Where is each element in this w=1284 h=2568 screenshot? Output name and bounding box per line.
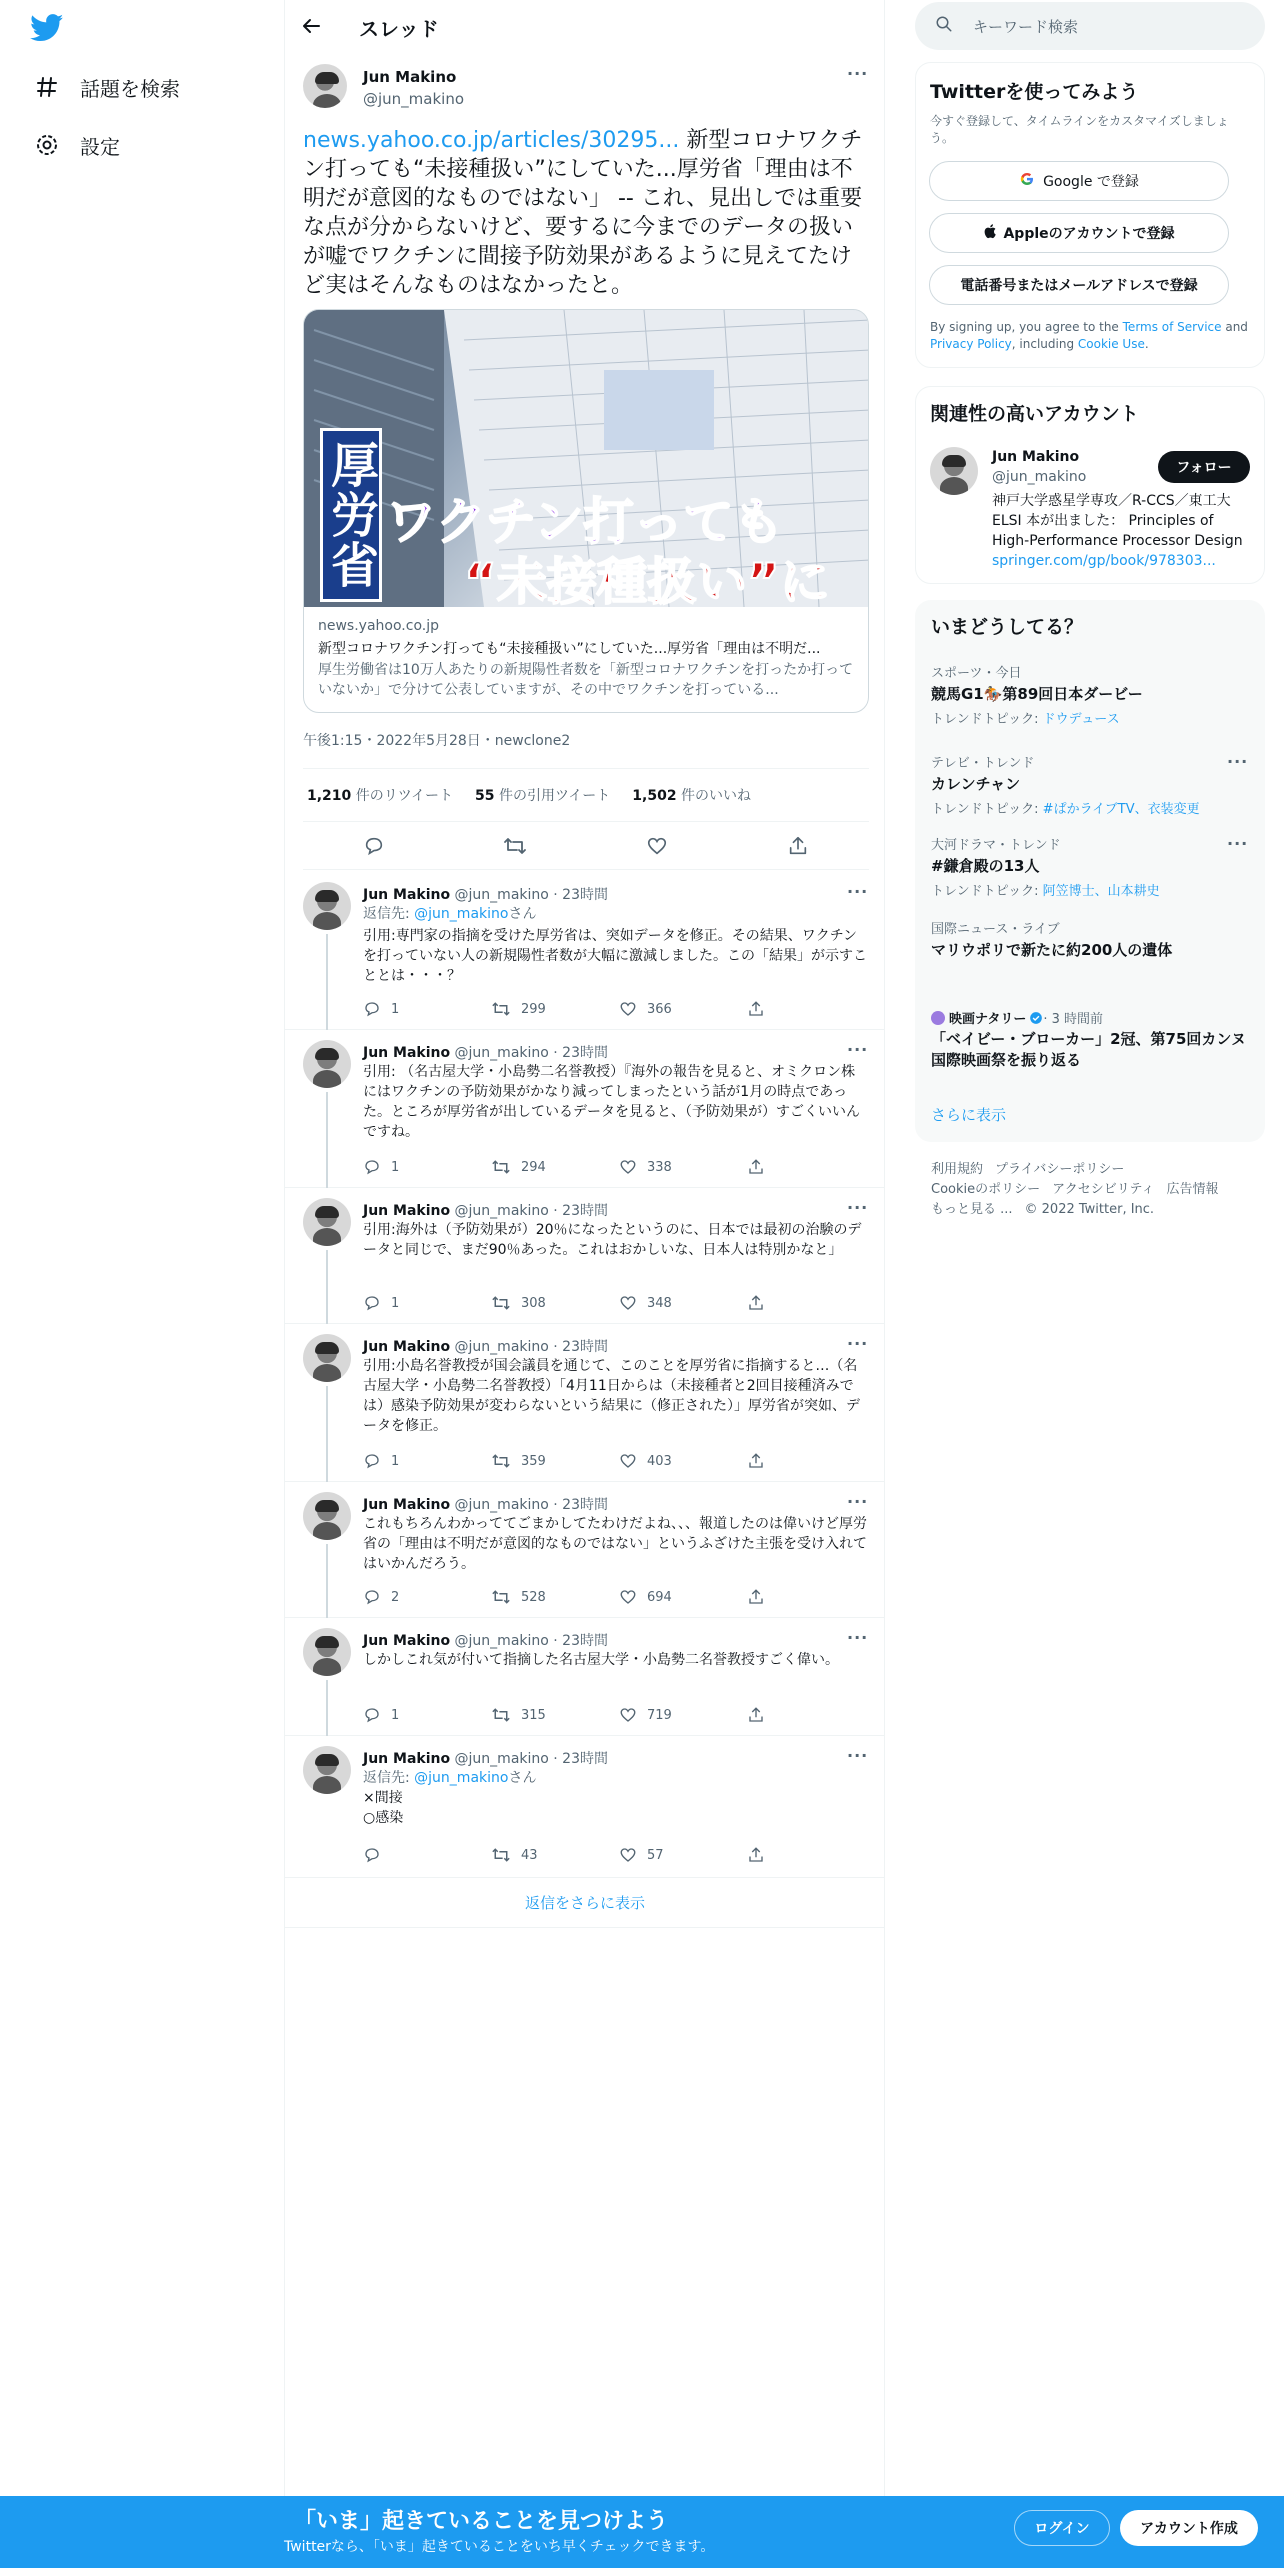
share-button[interactable] <box>747 1706 875 1724</box>
more-icon[interactable]: ··· <box>1227 752 1249 771</box>
tweet-stats <box>303 768 869 822</box>
reply-actions <box>363 1588 875 1606</box>
author-name[interactable]: Jun Makino <box>363 68 457 86</box>
news-source-avatar <box>931 1011 945 1025</box>
apple-signup-button[interactable]: Appleのアカウントで登録 <box>929 213 1229 253</box>
tweet-actions <box>303 822 869 870</box>
signup-button[interactable]: アカウント作成 <box>1120 2510 1258 2546</box>
back-arrow-icon[interactable] <box>299 14 325 40</box>
tweet-text <box>303 126 869 300</box>
like-button[interactable]: 719 <box>619 1706 747 1724</box>
nav-settings[interactable] <box>34 125 120 165</box>
share-button[interactable] <box>747 1000 875 1018</box>
follow-button[interactable]: フォロー <box>1158 451 1250 483</box>
cookie-link[interactable]: Cookie Use <box>1077 337 1145 351</box>
login-button[interactable]: ログイン <box>1014 2510 1110 2546</box>
like-button[interactable]: 57 <box>619 1846 747 1864</box>
footer-accessibility-link[interactable]: アクセシビリティ <box>1052 1182 1155 1197</box>
avatar[interactable] <box>303 1198 351 1246</box>
card-description: 厚生労働省は10万人あたりの新規陽性者数を「新型コロナワクチンを打ったか打っていないか」で分けて公表していますが、その中でワクチンを打っている... <box>318 662 854 698</box>
like-icon[interactable] <box>645 834 669 858</box>
reply-button[interactable]: 2 <box>363 1588 491 1606</box>
reply-actions <box>363 1294 875 1312</box>
related-accounts-panel <box>915 386 1265 584</box>
thread-line <box>326 934 328 1030</box>
google-signup-button[interactable]: Google で登録 <box>929 161 1229 201</box>
avatar[interactable] <box>303 1746 351 1794</box>
bottom-bar-subtitle: Twitterなら、「いま」起きていることをいち早くチェックできます。 <box>284 2539 715 2555</box>
avatar[interactable] <box>303 1334 351 1382</box>
reply-text: 引用: （名古屋大学・小島勢二名誉教授）『海外の報告を見ると、オミクロン株にはワクチンの予防効果がかなり減ってしまったという話が1月の時点であった。ところが厚労省が出しているデータを見ると、（予防効果が）すごくいいんですね。 <box>363 1064 860 1140</box>
trend-item[interactable]: 大河ドラマ・トレンド #鎌倉殿の13人 トレンドトピック: 阿笠博士、山本耕史 <box>931 838 1160 899</box>
card-image-headline-2: “未接種扱い”に <box>464 553 830 607</box>
verified-badge-icon <box>1029 1011 1043 1025</box>
share-button[interactable] <box>747 1588 875 1606</box>
show-more-trends-link[interactable]: さらに表示 <box>931 1106 1007 1124</box>
bio-link[interactable]: springer.com/gp/book/978303... <box>992 553 1216 569</box>
reply-header: Jun Makino @jun_makino · 23時間 <box>363 1339 608 1355</box>
reply-button[interactable] <box>363 1846 491 1864</box>
reply-tweet[interactable] <box>285 1736 885 1878</box>
reply-header: Jun Makino @jun_makino · 23時間 <box>363 1751 608 1767</box>
reply-text: 引用:専門家の指摘を受けた厚労省は、突如データを修正。その結果、ワクチンを打っていない人の新規陽性者数が大幅に激減しました。この「結果」が示すこととは・・・？ <box>363 928 867 984</box>
retweet-button[interactable]: 528 <box>491 1588 619 1606</box>
bottom-signup-bar <box>0 2496 1284 2568</box>
reply-button[interactable]: 1 <box>363 1294 491 1312</box>
reply-button[interactable]: 1 <box>363 1706 491 1724</box>
like-button[interactable]: 348 <box>619 1294 747 1312</box>
reply-tweet[interactable] <box>285 1324 885 1482</box>
thread-line <box>326 1544 328 1618</box>
avatar[interactable] <box>303 882 351 930</box>
reply-text-line-2: ○感染 <box>363 1810 404 1826</box>
signup-title: Twitterを使ってみよう <box>930 81 1139 103</box>
signup-subtitle: 今すぐ登録して、タイムラインをカスタマイズしましょう。 <box>930 114 1229 145</box>
google-icon <box>1019 171 1035 191</box>
like-button[interactable]: 338 <box>619 1158 747 1176</box>
thread-line <box>326 1680 328 1736</box>
avatar[interactable] <box>930 447 978 495</box>
terms-link[interactable]: Terms of Service <box>1122 320 1222 334</box>
nav-settings-label: 設定 <box>80 134 120 159</box>
retweet-button[interactable]: 299 <box>491 1000 619 1018</box>
twitter-logo-icon[interactable] <box>30 14 66 44</box>
reply-button[interactable]: 1 <box>363 1158 491 1176</box>
reply-actions <box>363 1846 875 1864</box>
card-image-headline-1: ワクチン打っても <box>386 493 784 551</box>
reply-to: 返信先: @jun_makinoさん <box>363 1770 537 1786</box>
related-handle[interactable]: @jun_makino <box>992 469 1087 485</box>
reply-header: Jun Makino @jun_makino · 23時間 <box>363 887 608 903</box>
card-meta <box>318 618 856 700</box>
reply-actions <box>363 1158 875 1176</box>
more-icon[interactable]: ··· <box>847 882 869 901</box>
hashtag-icon <box>34 74 60 100</box>
share-button[interactable] <box>747 1158 875 1176</box>
author-handle[interactable]: @jun_makino <box>363 90 465 108</box>
card-image-side-label: 厚労省 <box>320 428 382 602</box>
search-input[interactable] <box>915 2 1265 50</box>
share-button[interactable] <box>747 1846 875 1864</box>
more-icon[interactable]: ··· <box>847 1334 869 1353</box>
card-title: 新型コロナワクチン打っても“未接種扱い”にしていた...厚労省「理由は不明だ... <box>318 641 821 657</box>
reply-actions <box>363 1452 875 1470</box>
more-icon[interactable]: ··· <box>847 1628 869 1647</box>
related-bio: 神戸大学惑星学専攻／R-CCS／東工大ELSI 本が出ました： Principles of High-Performance Processor Design springer.com/gp/book/978303... <box>992 493 1243 569</box>
thread-line <box>326 1092 328 1188</box>
reply-tweet[interactable] <box>285 1030 885 1188</box>
reply-text-line-1: ×間接 <box>363 1790 403 1806</box>
phone-email-signup-button[interactable]: 電話番号またはメールアドレスで登録 <box>929 265 1229 305</box>
more-icon[interactable]: ··· <box>1227 834 1249 853</box>
signup-legal: By signing up, you agree to the Terms of Service and Privacy Policy, including Cookie Use. <box>930 320 1248 351</box>
related-title: 関連性の高いアカウント <box>930 403 1139 425</box>
apple-icon <box>983 223 997 243</box>
share-button[interactable] <box>747 1294 875 1312</box>
search-icon <box>935 15 953 37</box>
more-icon[interactable]: ··· <box>847 1198 869 1217</box>
reply-button[interactable]: 1 <box>363 1452 491 1470</box>
trend-item[interactable]: 映画ナタリー · 3 時間前 「ベイビー・ブローカー」2冠、第75回カンヌ国際映画祭を振り返る <box>931 1012 1246 1069</box>
share-button[interactable] <box>747 1452 875 1470</box>
reply-tweet[interactable] <box>285 1188 885 1324</box>
reply-actions <box>363 1000 875 1018</box>
show-more-replies-button[interactable]: 返信をさらに表示 <box>285 1878 885 1928</box>
reply-text: 引用:海外は（予防効果が）20％になったというのに、日本では最初の治験のデータと同じで、まだ90％あった。これはおかしいな、日本人は特別かなと」 <box>363 1222 862 1258</box>
nav-explore-label: 話題を検索 <box>80 76 180 101</box>
search-placeholder: キーワード検索 <box>973 17 1079 36</box>
reply-header: Jun Makino @jun_makino · 23時間 <box>363 1497 608 1513</box>
share-icon[interactable] <box>786 834 810 858</box>
more-icon[interactable]: ··· <box>847 1746 869 1765</box>
retweet-count[interactable]: 1,210 件のリツイート <box>307 788 454 804</box>
footer-terms-link[interactable]: 利用規約 <box>931 1162 984 1177</box>
reply-header: Jun Makino @jun_makino · 23時間 <box>363 1045 608 1061</box>
thread-header <box>285 0 885 54</box>
avatar[interactable] <box>303 1628 351 1676</box>
more-icon[interactable]: ··· <box>847 64 869 83</box>
retweet-button[interactable]: 308 <box>491 1294 619 1312</box>
footer-privacy-link[interactable]: プライバシーポリシー <box>995 1162 1125 1177</box>
left-navigation <box>0 0 284 2568</box>
reply-header: Jun Makino @jun_makino · 23時間 <box>363 1203 608 1219</box>
avatar[interactable] <box>303 64 347 108</box>
retweet-button[interactable]: 315 <box>491 1706 619 1724</box>
footer-cookie-link[interactable]: Cookieのポリシー <box>931 1182 1041 1197</box>
nav-explore[interactable] <box>34 67 180 107</box>
gear-icon <box>34 132 60 158</box>
related-name[interactable]: Jun Makino <box>992 449 1080 465</box>
reply-actions <box>363 1706 875 1724</box>
more-icon[interactable]: ··· <box>847 1040 869 1059</box>
like-button[interactable]: 694 <box>619 1588 747 1606</box>
trend-item[interactable]: 国際ニュース・ライブ マリウポリで新たに約200人の遺体 <box>931 922 1173 959</box>
trends-panel <box>915 600 1265 1142</box>
reply-to: 返信先: @jun_makinoさん <box>363 906 537 922</box>
more-icon[interactable]: ··· <box>847 1492 869 1511</box>
footer-links <box>931 1160 1251 1220</box>
reply-text: しかしこれ気が付いて指摘した名古屋大学・小島勢二名誉教授すごく偉い。 <box>363 1652 839 1668</box>
card-domain: news.yahoo.co.jp <box>318 618 439 634</box>
thread-line <box>326 1250 328 1324</box>
bottom-bar-title: 「いま」起きていることを見つけよう <box>294 2509 669 2534</box>
trends-title: いまどうしてる？ <box>931 616 1084 638</box>
retweet-button[interactable]: 294 <box>491 1158 619 1176</box>
link-card[interactable] <box>303 309 869 713</box>
footer-copyright: © 2022 Twitter, Inc. <box>1024 1202 1155 1217</box>
reply-header: Jun Makino @jun_makino · 23時間 <box>363 1633 608 1649</box>
tweet-timestamp[interactable]: 午後1:15・2022年5月28日・newclone2 <box>303 733 571 749</box>
reply-tweet[interactable] <box>285 1618 885 1736</box>
signup-panel <box>915 62 1265 368</box>
avatar[interactable] <box>303 1492 351 1540</box>
reply-tweet[interactable] <box>285 1482 885 1618</box>
card-image <box>304 310 869 607</box>
reply-text: 引用:小島名誉教授が国会議員を通じて、このことを厚労省に指摘すると…（名古屋大学・小島勢二名誉教授）「4月11日からは（未接種者と2回目接種済みでは）感染予防効果が変わらないという結果に（修正された）」厚労省が突如、データを修正。 <box>363 1358 860 1434</box>
footer-more-link[interactable]: もっと見る ... <box>931 1202 1013 1217</box>
reply-tweet[interactable] <box>285 872 885 1030</box>
quote-count[interactable]: 55 件の引用ツイート <box>475 788 611 804</box>
retweet-button[interactable]: 359 <box>491 1452 619 1470</box>
retweet-icon[interactable] <box>503 834 527 858</box>
like-button[interactable]: 366 <box>619 1000 747 1018</box>
thread-line <box>326 1386 328 1482</box>
footer-ads-link[interactable]: 広告情報 <box>1166 1182 1219 1197</box>
tweet-link[interactable]: news.yahoo.co.jp/articles/30295... <box>303 128 680 153</box>
like-count[interactable]: 1,502 件のいいね <box>632 788 752 804</box>
retweet-button[interactable]: 43 <box>491 1846 619 1864</box>
like-button[interactable]: 403 <box>619 1452 747 1470</box>
trend-item[interactable]: スポーツ・今日 競馬G1🏇第89回日本ダービー トレンドトピック: ドウデュース <box>931 666 1143 727</box>
privacy-link[interactable]: Privacy Policy <box>930 337 1012 351</box>
reply-text: これもちろんわかっててごまかしてたわけだよね、、、報道したのは偉いけど厚労省の「理由は不明だが意図的なものではない」というふざけた主張を受け入れてはいかんだろう。 <box>363 1516 867 1572</box>
trend-item[interactable]: テレビ・トレンド カレンチャン トレンドトピック: #ぱかライブTV、衣装変更 <box>931 756 1200 817</box>
reply-icon[interactable] <box>362 834 386 858</box>
reply-button[interactable]: 1 <box>363 1000 491 1018</box>
main-column <box>284 0 885 2500</box>
page-title: スレッド <box>359 17 439 41</box>
tweet-body: 新型コロナワクチン打っても“未接種扱い”にしていた...厚労省「理由は不明だが意図的なものではない」 -- これ、見出しでは重要な点が分からないけど、要するに今までのデータの扱いが嘘でワクチンに間接予防効果があるように見えてたけど実はそんなものはなかったと。 <box>303 128 863 298</box>
avatar[interactable] <box>303 1040 351 1088</box>
